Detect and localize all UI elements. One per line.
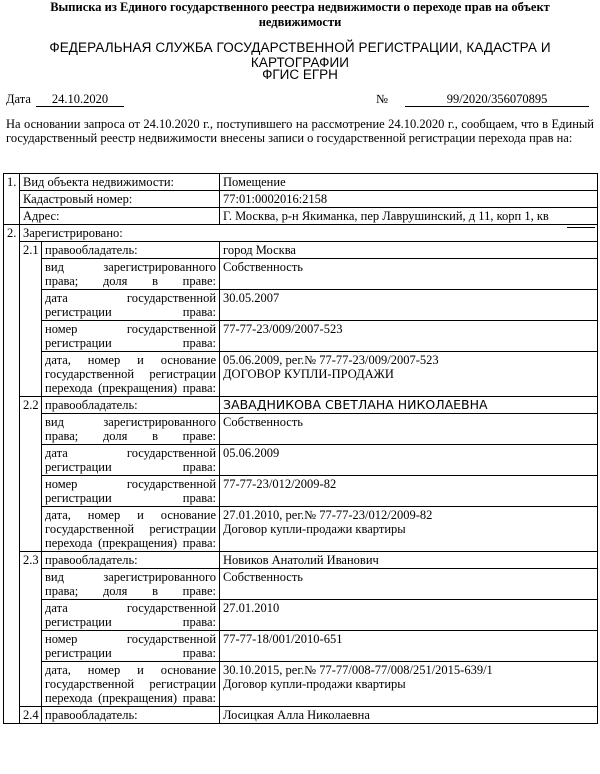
date-label: Дата [6, 92, 31, 106]
table-row [4, 631, 598, 662]
cadastral-label: Кадастровый номер: [20, 191, 220, 208]
agency-name: ФЕДЕРАЛЬНАЯ СЛУЖБА ГОСУДАРСТВЕННОЙ РЕГИСТРАЦИИ, КАДАСТРА И КАРТОГРАФИИ [49, 40, 551, 70]
basis-label: дата, номер и основание государственной регистрации перехода (прекращения) права: [42, 662, 220, 707]
system-name: ФГИС ЕГРН [262, 67, 338, 82]
holder-label: правообладатель: [42, 552, 220, 569]
reg-date-label: дата государственной регистрации права: [42, 445, 220, 476]
cadastral-value: 77:01:0002016:2158 [220, 191, 598, 208]
number-line [376, 92, 589, 107]
object-type-value: Помещение [220, 174, 598, 191]
holder-label: правообладатель: [42, 397, 220, 414]
reg-number-label: номер государственной регистрации права: [42, 321, 220, 352]
table-row [4, 321, 598, 352]
table-row [4, 445, 598, 476]
holder-value: Новиков Анатолий Иванович [220, 552, 598, 569]
holder-value: Лосицкая Алла Николаевна [220, 707, 598, 724]
basis-line: 05.06.2009, рег.№ 77-77-23/009/2007-523 [223, 353, 439, 367]
table-row [4, 242, 598, 259]
reg-date-value: 27.01.2010 [220, 600, 598, 631]
basis-line: 30.10.2015, рег.№ 77-77/008-77/008/251/2015-639/1 [223, 663, 493, 677]
table-row [4, 707, 598, 724]
reg-date-value: 05.06.2009 [220, 445, 598, 476]
basis-label: дата, номер и основание государственной регистрации перехода (прекращения) права: [42, 507, 220, 552]
date-value: 24.10.2020 [36, 93, 124, 107]
reg-number-label: номер государственной регистрации права: [42, 631, 220, 662]
address-label: Адрес: [20, 208, 220, 225]
cadastral-row [4, 191, 598, 208]
table-row [4, 662, 598, 707]
owner-number: 2.1 [20, 242, 42, 397]
right-type-label: вид зарегистрированного права; доля в праве: [42, 414, 220, 445]
basis-value [220, 662, 598, 707]
basis-value [220, 352, 598, 397]
reg-number-value: 77-77-23/009/2007-523 [220, 321, 598, 352]
number-value: 99/2020/356070895 [405, 93, 589, 107]
registered-label: Зарегистрировано: [20, 225, 598, 242]
date-line [6, 92, 124, 107]
section-number: 1. [4, 174, 20, 225]
table-row [4, 290, 598, 321]
holder-label: правообладатель: [42, 707, 220, 724]
basis-value [220, 507, 598, 552]
table-row [4, 552, 598, 569]
holder-label: правообладатель: [42, 242, 220, 259]
number-label: № [376, 92, 388, 106]
table-row [4, 259, 598, 290]
reg-number-value: 77-77-23/012/2009-82 [220, 476, 598, 507]
owner-number: 2.2 [20, 397, 42, 552]
reg-number-label: номер государственной регистрации права: [42, 476, 220, 507]
reg-date-value: 30.05.2007 [220, 290, 598, 321]
right-type-value: Собственность [220, 259, 598, 290]
right-type-value: Собственность [220, 414, 598, 445]
table-row [4, 507, 598, 552]
table-row [4, 476, 598, 507]
right-type-value: Собственность [220, 569, 598, 600]
table-row [4, 569, 598, 600]
basis-line: 27.01.2010, рег.№ 77-77-23/012/2009-82 [223, 508, 433, 522]
intro-paragraph: На основании запроса от 24.10.2020 г., поступившего на рассмотрение 24.10.2020 г., сообщаем, что в Единый государственный реестр недвижимости внесены записи о государственной регистрации перехода прав на: [6, 117, 594, 145]
table-row [4, 352, 598, 397]
registered-header-row [4, 225, 598, 242]
address-row [4, 208, 598, 225]
holder-value: город Москва [220, 242, 598, 259]
reg-date-label: дата государственной регистрации права: [42, 290, 220, 321]
address-value: Г. Москва, р-н Якиманка, пер Лаврушинский, д 11, корп 1, кв [220, 208, 598, 225]
object-type-row [4, 174, 598, 191]
section-number: 2. [4, 225, 20, 724]
owner-number: 2.4 [20, 707, 42, 724]
right-type-label: вид зарегистрированного права; доля в праве: [42, 569, 220, 600]
holder-value: ЗАВАДНИКОВА СВЕТЛАНА НИКОЛАЕВНА [220, 397, 598, 414]
object-type-label: Вид объекта недвижимости: [20, 174, 220, 191]
basis-document: ДОГОВОР КУПЛИ-ПРОДАЖИ [223, 367, 394, 381]
document-title: Выписка из Единого государственного реестра недвижимости о переходе прав на объект недвижимости [50, 0, 550, 29]
table-row [4, 414, 598, 445]
basis-document: Договор купли-продажи квартиры [223, 522, 406, 536]
table-row [4, 397, 598, 414]
right-type-label: вид зарегистрированного права; доля в праве: [42, 259, 220, 290]
reg-date-label: дата государственной регистрации права: [42, 600, 220, 631]
basis-label: дата, номер и основание государственной регистрации перехода (прекращения) права: [42, 352, 220, 397]
registry-table [3, 173, 598, 724]
address-continuation-line [567, 227, 595, 228]
basis-document: Договор купли-продажи квартиры [223, 677, 406, 691]
table-row [4, 600, 598, 631]
owner-number: 2.3 [20, 552, 42, 707]
reg-number-value: 77-77-18/001/2010-651 [220, 631, 598, 662]
